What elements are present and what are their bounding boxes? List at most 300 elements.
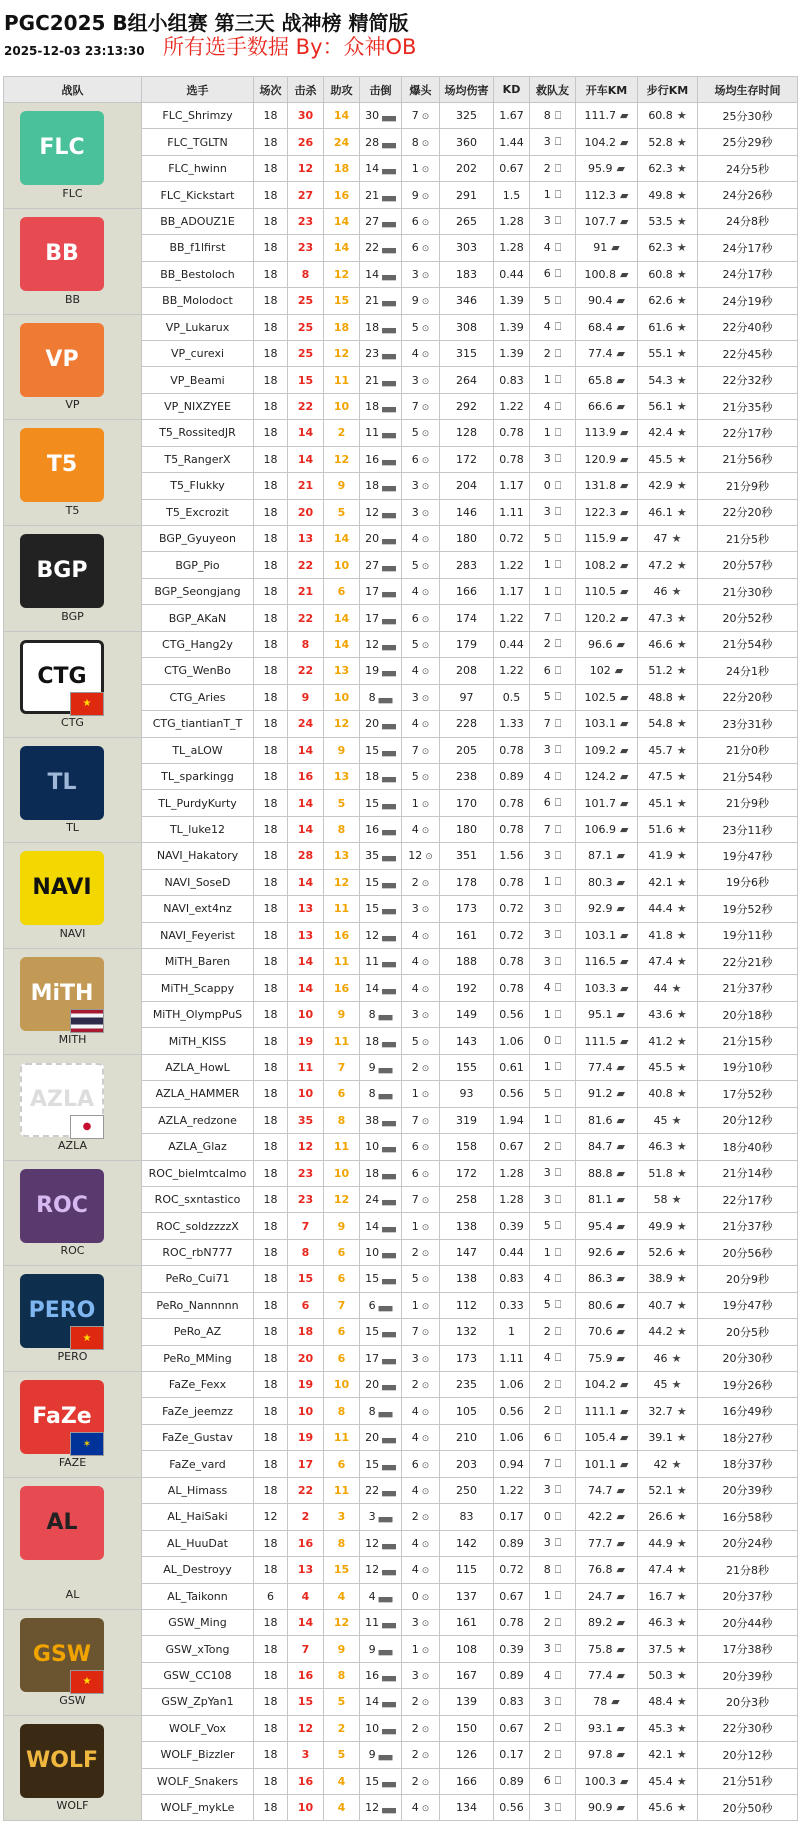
value-knocks: 8 xyxy=(368,1087,376,1101)
cell-drive-km xyxy=(576,1160,638,1186)
cell-headshots xyxy=(402,1609,440,1635)
cell-knocks xyxy=(360,1372,402,1398)
value-headshots: 1 xyxy=(411,1642,419,1656)
headshot-icon: ⊙ xyxy=(421,1539,430,1550)
cell-revives xyxy=(530,1530,576,1556)
cell-player xyxy=(142,816,254,842)
cell-assists xyxy=(324,1742,360,1768)
value-avg-damage: 170 xyxy=(456,796,477,810)
value-assists: 15 xyxy=(333,1563,350,1577)
cell-walk-km xyxy=(638,446,698,472)
value-knocks: 11 xyxy=(365,955,380,969)
knock-icon: ▄▄ xyxy=(382,878,396,889)
cell-drive-km xyxy=(576,1609,638,1635)
cell-kills xyxy=(288,1186,324,1212)
cell-drive-km xyxy=(576,790,638,816)
value-avg-damage: 202 xyxy=(456,162,477,176)
value-matches: 18 xyxy=(263,400,278,414)
cell-assists xyxy=(324,446,360,472)
cell-kills xyxy=(288,949,324,975)
cell-kd xyxy=(494,1160,530,1186)
cell-drive-km xyxy=(576,1266,638,1292)
value-assists: 9 xyxy=(337,1219,346,1233)
team-cell xyxy=(4,1609,142,1715)
value-headshots: 2 xyxy=(411,1060,419,1074)
walk-icon: ★ xyxy=(671,532,682,546)
knock-icon: ▄▄ xyxy=(382,1169,396,1180)
cell-avg-survival xyxy=(698,843,798,869)
value-assists: 14 xyxy=(333,109,350,123)
value-kd: 0.72 xyxy=(499,902,524,916)
value-revives: 5 xyxy=(543,690,551,704)
value-revives: 0 xyxy=(543,1034,551,1048)
cell-headshots xyxy=(402,1028,440,1054)
knock-icon: ▄▄ xyxy=(382,1724,396,1735)
cell-avg-damage xyxy=(440,816,494,842)
revive-icon: ⎕ xyxy=(554,1615,562,1629)
value-revives: 2 xyxy=(543,1377,551,1391)
value-avg-survival: 19分52秒 xyxy=(722,902,773,916)
cell-kd xyxy=(494,790,530,816)
cell-knocks xyxy=(360,182,402,208)
header-kills: 击杀 xyxy=(288,77,324,103)
value-player: PeRo_Nannnnn xyxy=(156,1298,239,1312)
cell-drive-km xyxy=(576,896,638,922)
cell-avg-survival xyxy=(698,1134,798,1160)
walk-icon: ★ xyxy=(671,585,682,599)
value-player: VP_NIXZYEE xyxy=(164,400,231,414)
value-avg-survival: 21分54秒 xyxy=(722,770,773,784)
cell-kd xyxy=(494,1530,530,1556)
revive-icon: ⎕ xyxy=(554,743,562,757)
cell-avg-survival xyxy=(698,578,798,604)
cell-avg-survival xyxy=(698,367,798,393)
walk-icon: ★ xyxy=(676,849,687,863)
value-matches: 18 xyxy=(263,373,278,387)
cell-drive-km xyxy=(576,1583,638,1609)
value-kills: 16 xyxy=(297,1536,314,1550)
value-kd: 1.67 xyxy=(499,109,524,123)
cell-headshots xyxy=(402,155,440,181)
cell-player xyxy=(142,843,254,869)
cell-avg-survival xyxy=(698,1239,798,1265)
cell-walk-km xyxy=(638,1213,698,1239)
revive-icon: ⎕ xyxy=(554,346,562,360)
value-knocks: 11 xyxy=(365,1616,380,1630)
value-kills: 10 xyxy=(297,1801,314,1815)
value-knocks: 20 xyxy=(365,532,380,546)
team-logo-icon: T5 xyxy=(20,428,104,502)
revive-icon: ⎕ xyxy=(554,690,562,704)
headshot-icon: ⊙ xyxy=(421,1777,430,1788)
cell-headshots xyxy=(402,1266,440,1292)
knock-icon: ▄▄ xyxy=(378,1645,393,1656)
cell-walk-km xyxy=(638,1424,698,1450)
value-headshots: 7 xyxy=(411,1325,419,1339)
cell-revives xyxy=(530,1107,576,1133)
value-kills: 12 xyxy=(297,1721,314,1735)
cell-player xyxy=(142,314,254,340)
value-avg-damage: 346 xyxy=(456,294,477,308)
value-avg-damage: 134 xyxy=(456,1801,477,1815)
cell-walk-km xyxy=(638,684,698,710)
cell-kills xyxy=(288,526,324,552)
revive-icon: ⎕ xyxy=(554,1192,562,1206)
value-matches: 18 xyxy=(263,1298,278,1312)
car-icon: ▰ xyxy=(620,532,629,546)
revive-icon: ⎕ xyxy=(554,108,562,122)
value-kills: 12 xyxy=(297,1140,314,1154)
value-drive-km: 86.3 xyxy=(588,1272,613,1286)
cell-knocks xyxy=(360,1319,402,1345)
cell-kills xyxy=(288,288,324,314)
cell-matches xyxy=(254,393,288,419)
value-assists: 7 xyxy=(337,1060,346,1074)
value-matches: 18 xyxy=(263,135,278,149)
headshot-icon: ⊙ xyxy=(421,1196,430,1207)
value-assists: 11 xyxy=(333,373,350,387)
cell-avg-survival xyxy=(698,420,798,446)
headshot-icon: ⊙ xyxy=(421,878,430,889)
cell-player xyxy=(142,1107,254,1133)
cell-headshots xyxy=(402,1795,440,1821)
cell-drive-km xyxy=(576,737,638,763)
revive-icon: ⎕ xyxy=(554,214,562,228)
cell-revives xyxy=(530,605,576,631)
cell-player xyxy=(142,578,254,604)
value-walk-km: 56.1 xyxy=(648,400,673,414)
value-headshots: 2 xyxy=(411,1510,419,1524)
knock-icon: ▄▄ xyxy=(382,1460,396,1471)
cell-kd xyxy=(494,816,530,842)
cell-walk-km xyxy=(638,235,698,261)
revive-icon: ⎕ xyxy=(554,1139,562,1153)
cell-avg-damage xyxy=(440,1742,494,1768)
value-assists: 11 xyxy=(333,1431,350,1445)
value-revives: 2 xyxy=(543,1139,551,1153)
value-revives: 8 xyxy=(543,108,551,122)
header-headshots: 爆头 xyxy=(402,77,440,103)
team-name: PERO xyxy=(57,1350,88,1363)
knock-icon: ▄▄ xyxy=(382,1777,396,1788)
team-cell xyxy=(4,737,142,843)
walk-icon: ★ xyxy=(676,690,687,704)
value-kills: 14 xyxy=(297,743,314,757)
cell-assists xyxy=(324,129,360,155)
revive-icon: ⎕ xyxy=(554,1483,562,1497)
cell-matches xyxy=(254,182,288,208)
value-avg-damage: 204 xyxy=(456,479,477,493)
knock-icon: ▄▄ xyxy=(382,1354,396,1365)
cell-kills xyxy=(288,393,324,419)
value-walk-km: 42.1 xyxy=(648,875,673,889)
value-knocks: 10 xyxy=(365,1246,380,1260)
value-assists: 11 xyxy=(333,902,350,916)
value-player: BGP_AKaN xyxy=(168,611,227,625)
value-walk-km: 52.8 xyxy=(648,135,673,149)
cell-headshots xyxy=(402,605,440,631)
value-assists: 13 xyxy=(333,770,350,784)
value-matches: 18 xyxy=(263,1536,278,1550)
value-headshots: 4 xyxy=(411,823,419,837)
team-cell xyxy=(4,1477,142,1609)
cell-player xyxy=(142,1609,254,1635)
cell-matches xyxy=(254,420,288,446)
cell-kills xyxy=(288,1715,324,1741)
value-headshots: 4 xyxy=(411,717,419,731)
car-icon: ▰ xyxy=(616,1510,625,1524)
walk-icon: ★ xyxy=(676,1510,687,1524)
cell-walk-km xyxy=(638,129,698,155)
value-knocks: 18 xyxy=(365,479,380,493)
cell-kd xyxy=(494,261,530,287)
value-kd: 0.78 xyxy=(499,796,524,810)
value-kd: 1.22 xyxy=(499,400,524,414)
cell-kills xyxy=(288,1345,324,1371)
cell-avg-damage xyxy=(440,1266,494,1292)
value-player: BB_Molodoct xyxy=(162,294,233,308)
value-revives: 2 xyxy=(543,1747,551,1761)
value-drive-km: 103.3 xyxy=(584,981,617,995)
cell-drive-km xyxy=(576,314,638,340)
cell-walk-km xyxy=(638,1372,698,1398)
value-knocks: 9 xyxy=(368,1748,376,1762)
cell-matches xyxy=(254,499,288,525)
value-revives: 1 xyxy=(543,425,551,439)
value-player: T5_RossitedJR xyxy=(159,426,236,440)
value-kd: 0.72 xyxy=(499,928,524,942)
cell-walk-km xyxy=(638,578,698,604)
cell-knocks xyxy=(360,261,402,287)
team-name: BB xyxy=(64,292,81,306)
walk-icon: ★ xyxy=(676,1695,687,1709)
team-name: MITH xyxy=(58,1032,87,1046)
cell-kills xyxy=(288,1504,324,1530)
cell-assists xyxy=(324,1504,360,1530)
value-kills: 14 xyxy=(297,981,314,995)
cell-avg-survival xyxy=(698,103,798,129)
cell-assists xyxy=(324,1345,360,1371)
cell-revives xyxy=(530,1372,576,1398)
value-avg-survival: 16分49秒 xyxy=(722,1405,773,1419)
cell-kd xyxy=(494,1795,530,1821)
value-walk-km: 54.3 xyxy=(648,373,673,387)
cell-headshots xyxy=(402,393,440,419)
cell-player xyxy=(142,1662,254,1688)
cell-matches xyxy=(254,1636,288,1662)
cell-avg-survival xyxy=(698,1662,798,1688)
value-drive-km: 78 xyxy=(593,1695,608,1709)
cell-walk-km xyxy=(638,103,698,129)
revive-icon: ⎕ xyxy=(554,769,562,783)
walk-icon: ★ xyxy=(676,1272,687,1286)
value-walk-km: 51.6 xyxy=(648,823,673,837)
knock-icon: ▄▄ xyxy=(378,1751,393,1762)
cell-assists xyxy=(324,658,360,684)
value-knocks: 38 xyxy=(365,1113,380,1127)
cell-assists xyxy=(324,367,360,393)
car-icon: ▰ xyxy=(614,664,624,678)
value-revives: 3 xyxy=(543,1166,551,1180)
cell-avg-damage xyxy=(440,1372,494,1398)
cell-avg-survival xyxy=(698,711,798,737)
value-kd: 1.06 xyxy=(499,1431,524,1445)
cell-kills xyxy=(288,1557,324,1583)
team-name: WOLF xyxy=(56,1799,89,1813)
cell-matches xyxy=(254,1795,288,1821)
value-drive-km: 91 xyxy=(593,241,608,255)
cell-drive-km xyxy=(576,1636,638,1662)
team-logo-icon: VP xyxy=(20,323,104,397)
value-kills: 10 xyxy=(297,1087,314,1101)
team-logo-icon: CTG xyxy=(20,640,104,714)
value-headshots: 6 xyxy=(411,611,419,625)
value-avg-damage: 238 xyxy=(456,770,477,784)
revive-icon: ⎕ xyxy=(554,1298,562,1312)
cell-walk-km xyxy=(638,182,698,208)
walk-icon: ★ xyxy=(676,637,687,651)
value-drive-km: 122.3 xyxy=(584,505,617,519)
value-kd: 0.78 xyxy=(499,875,524,889)
value-assists: 12 xyxy=(333,347,350,361)
car-icon: ▰ xyxy=(620,770,629,784)
knock-icon: ▄▄ xyxy=(382,376,396,387)
cell-kd xyxy=(494,1319,530,1345)
cell-assists xyxy=(324,578,360,604)
value-revives: 3 xyxy=(543,1694,551,1708)
knock-icon: ▄▄ xyxy=(382,244,396,255)
value-knocks: 8 xyxy=(368,1008,376,1022)
cell-headshots xyxy=(402,711,440,737)
value-walk-km: 47.2 xyxy=(648,558,673,572)
cell-matches xyxy=(254,605,288,631)
value-headshots: 2 xyxy=(411,1695,419,1709)
value-matches: 12 xyxy=(263,1510,278,1524)
cell-headshots xyxy=(402,261,440,287)
value-walk-km: 48.4 xyxy=(648,1695,673,1709)
cell-walk-km xyxy=(638,843,698,869)
cell-player xyxy=(142,499,254,525)
cell-avg-damage xyxy=(440,1292,494,1318)
revive-icon: ⎕ xyxy=(554,716,562,730)
cell-player xyxy=(142,1715,254,1741)
walk-icon: ★ xyxy=(676,373,687,387)
cell-knocks xyxy=(360,896,402,922)
header-revives: 救队友 xyxy=(530,77,576,103)
value-kills: 2 xyxy=(301,1510,310,1524)
cell-drive-km xyxy=(576,1081,638,1107)
cell-matches xyxy=(254,155,288,181)
value-kills: 4 xyxy=(301,1589,310,1603)
cell-avg-survival xyxy=(698,288,798,314)
cell-matches xyxy=(254,446,288,472)
value-headshots: 4 xyxy=(411,1431,419,1445)
value-player: TL_sparkingg xyxy=(161,770,234,784)
cell-kills xyxy=(288,1742,324,1768)
value-player: PeRo_Cui71 xyxy=(165,1272,230,1286)
cell-kd xyxy=(494,1662,530,1688)
value-avg-damage: 208 xyxy=(456,664,477,678)
revive-icon: ⎕ xyxy=(554,981,562,995)
value-avg-survival: 24分19秒 xyxy=(722,294,773,308)
cell-kills xyxy=(288,1768,324,1794)
value-avg-survival: 21分5秒 xyxy=(726,532,769,546)
cell-assists xyxy=(324,1609,360,1635)
cell-matches xyxy=(254,658,288,684)
cell-kills xyxy=(288,473,324,499)
cell-avg-damage xyxy=(440,526,494,552)
cell-drive-km xyxy=(576,1689,638,1715)
cell-kd xyxy=(494,499,530,525)
cell-avg-damage xyxy=(440,208,494,234)
team-name: ROC xyxy=(60,1244,85,1258)
value-walk-km: 46.3 xyxy=(648,1616,673,1630)
cell-walk-km xyxy=(638,1557,698,1583)
value-drive-km: 95.4 xyxy=(588,1219,613,1233)
cell-revives xyxy=(530,1583,576,1609)
value-kd: 0.89 xyxy=(499,1536,524,1550)
value-kills: 6 xyxy=(301,1298,310,1312)
headshot-icon: ⊙ xyxy=(421,1301,430,1312)
value-avg-survival: 22分40秒 xyxy=(722,321,773,335)
value-drive-km: 93.1 xyxy=(588,1721,613,1735)
cell-player xyxy=(142,129,254,155)
knock-icon: ▄▄ xyxy=(378,1063,393,1074)
cell-drive-km xyxy=(576,526,638,552)
cell-assists xyxy=(324,1001,360,1027)
cell-player xyxy=(142,1795,254,1821)
revive-icon: ⎕ xyxy=(554,1536,562,1550)
page-subtitle: 所有选手数据 By：众神OB xyxy=(163,35,417,59)
revive-icon: ⎕ xyxy=(554,822,562,836)
car-icon: ▰ xyxy=(616,1325,625,1339)
cell-matches xyxy=(254,684,288,710)
cell-walk-km xyxy=(638,631,698,657)
car-icon: ▰ xyxy=(616,1351,625,1365)
cell-kd xyxy=(494,1186,530,1212)
value-revives: 2 xyxy=(543,637,551,651)
value-knocks: 24 xyxy=(365,1193,380,1207)
value-player: FLC_TGLTN xyxy=(167,135,228,149)
cell-kills xyxy=(288,1662,324,1688)
cell-avg-damage xyxy=(440,1213,494,1239)
car-icon: ▰ xyxy=(620,717,629,731)
value-avg-survival: 20分57秒 xyxy=(722,559,773,573)
cell-walk-km xyxy=(638,473,698,499)
cell-revives xyxy=(530,1636,576,1662)
team-cell xyxy=(4,1715,142,1821)
cell-avg-damage xyxy=(440,843,494,869)
value-matches: 18 xyxy=(263,1113,278,1127)
cell-drive-km xyxy=(576,155,638,181)
value-avg-survival: 24分26秒 xyxy=(722,189,773,203)
value-kills: 30 xyxy=(297,109,314,123)
headshot-icon: ⊙ xyxy=(421,1698,430,1709)
value-player: WOLF_Snakers xyxy=(156,1774,239,1788)
knock-icon: ▄▄ xyxy=(382,1196,396,1207)
cell-knocks xyxy=(360,367,402,393)
cell-avg-damage xyxy=(440,711,494,737)
value-headshots: 5 xyxy=(411,426,419,440)
cell-drive-km xyxy=(576,1530,638,1556)
cell-knocks xyxy=(360,1477,402,1503)
value-assists: 14 xyxy=(333,241,350,255)
value-drive-km: 105.4 xyxy=(584,1431,617,1445)
revive-icon: ⎕ xyxy=(554,1457,562,1471)
value-avg-damage: 258 xyxy=(456,1193,477,1207)
cell-kd xyxy=(494,552,530,578)
cell-assists xyxy=(324,1424,360,1450)
